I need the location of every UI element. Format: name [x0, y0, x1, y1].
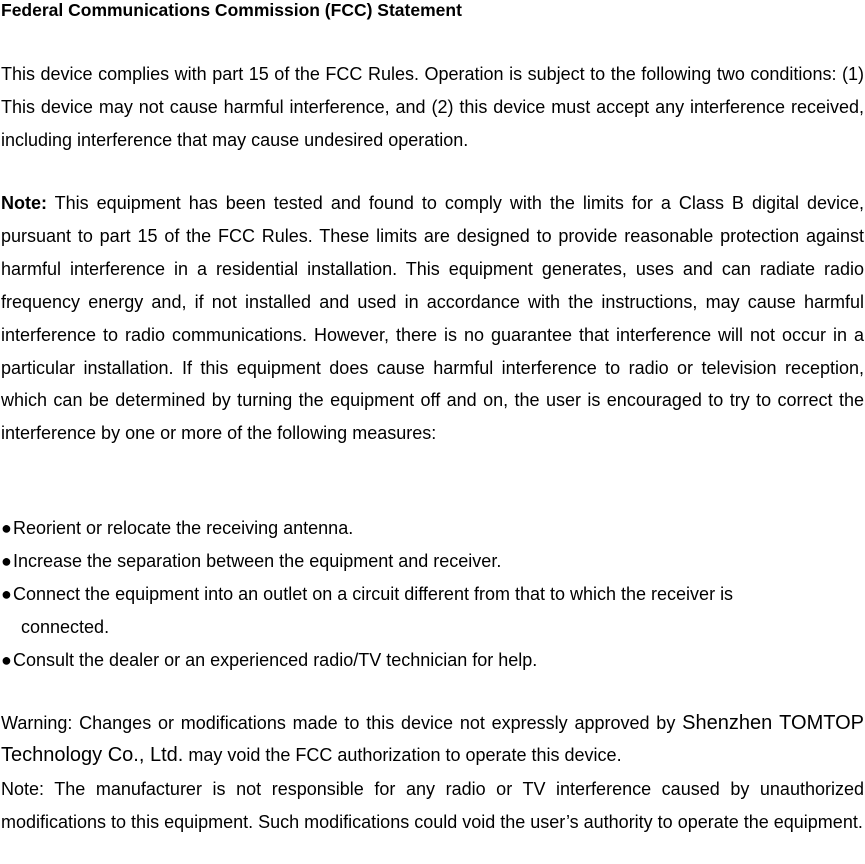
list-item: ● Increase the separation between the equipment and receiver. [1, 545, 864, 578]
bullet-icon: ● [1, 583, 12, 604]
list-item: ● Consult the dealer or an experienced radio/TV technician for help. [1, 644, 864, 677]
warning-suffix: may void the FCC authorization to operate this device. [183, 745, 622, 765]
company-name: Shenzhen TOMTOP Technology Co., Ltd. [1, 712, 864, 766]
class-b-note-paragraph [1, 187, 864, 450]
compliance-paragraph: This device complies with part 15 of the FCC Rules. Operation is subject to the following two conditions: (1) This device may not cause harmful interference, and (2) this device must accept any interference received, including interference that may cause undesired operation. [1, 64, 864, 150]
warning-paragraph [1, 707, 864, 771]
bullet-icon: ● [1, 649, 12, 670]
note-text: This equipment has been tested and found to comply with the limits for a Class B digital device, pursuant to part 15 of the FCC Rules. These limits are designed to provide reasonable protection against harmful interference in a residential installation. This equipment generates, uses and can radiate radio frequency energy and, if not installed and used in accordance with the instructions, may cause harmful interference to radio communications. However, there is no guarantee that interference will not occur in a particular installation. If this equipment does cause harmful interference to radio or television reception, which can be determined by turning the equipment off and on, the user is encouraged to try to correct the interference by one or more of the following measures: [1, 193, 864, 444]
bullet-icon: ● [1, 518, 12, 538]
list-item: ● Connect the equipment into an outlet on a circuit different from that to which the receiver is connected. [1, 578, 864, 644]
list-item: ● Reorient or relocate the receiving antenna. [1, 512, 864, 545]
note-label: Note: [1, 193, 47, 213]
document-title: Federal Communications Commission (FCC) Statement [1, 0, 462, 20]
bullet-icon: ● [1, 550, 12, 571]
warning-prefix: Warning: Changes or modifications made to this device not expressly approved by [1, 713, 683, 733]
measures-list [1, 512, 864, 677]
manufacturer-note-paragraph: Note: The manufacturer is not responsible for any radio or TV interference caused by unauthorized modifications to this equipment. Such modifications could void the user’s authority to operate the equipment. [1, 779, 864, 832]
